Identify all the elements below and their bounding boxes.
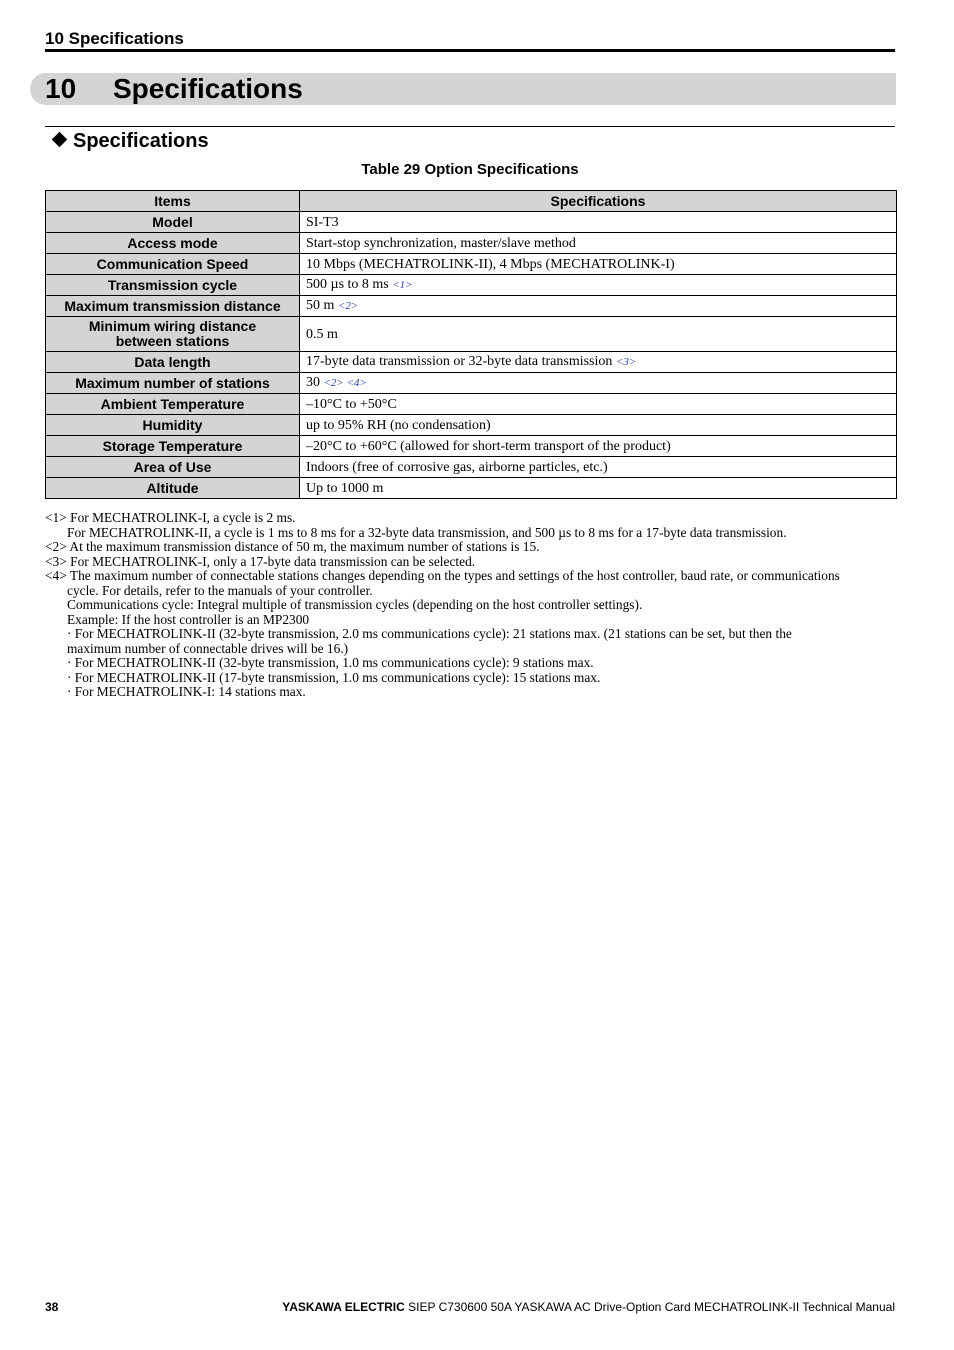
specifications-table	[45, 190, 897, 499]
table-row	[46, 212, 897, 233]
section-title: Specifications	[73, 130, 209, 152]
footnote-ref-link[interactable]: <3>	[615, 356, 637, 368]
page-number: 38	[45, 1300, 59, 1314]
table-row	[46, 394, 897, 415]
row-value: 500 µs to 8 ms <1>	[300, 275, 897, 296]
row-label: Access mode	[46, 233, 300, 254]
row-label: Altitude	[46, 478, 300, 499]
table-row	[46, 254, 897, 275]
footnote-line: · For MECHATROLINK-II (32-byte transmission, 1.0 ms communications cycle): 9 stations max.	[67, 655, 594, 670]
footnote-line: Example: If the host controller is an MP2300	[67, 611, 310, 627]
chapter-heading-bar	[30, 73, 896, 105]
row-value: up to 95% RH (no condensation)	[300, 415, 897, 436]
footnote-ref-link[interactable]: <1>	[392, 279, 413, 291]
row-value: Start-stop synchronization, master/slave method	[300, 233, 897, 254]
row-value: 10 Mbps (MECHATROLINK-II), 4 Mbps (MECHATROLINK-I)	[300, 254, 897, 275]
row-value: 50 m <2>	[300, 296, 897, 317]
row-label: Humidity	[46, 415, 300, 436]
row-value: Indoors (free of corrosive gas, airborne particles, etc.)	[300, 457, 897, 478]
row-value: –20°C to +60°C (allowed for short-term transport of the product)	[300, 436, 897, 457]
footnote-line: <3> For MECHATROLINK-I, only a 17-byte data transmission can be selected.	[45, 553, 476, 569]
row-label: Ambient Temperature	[46, 394, 300, 415]
chapter-number: 10	[45, 73, 77, 104]
footnote-line: · For MECHATROLINK-II (17-byte transmission, 1.0 ms communications cycle): 15 stations max.	[67, 669, 601, 685]
table-row	[46, 478, 897, 499]
diamond-bullet-icon	[52, 132, 68, 148]
row-value: 17-byte data transmission or 32-byte data transmission <3>	[300, 352, 897, 373]
row-label: Maximum transmission distance	[46, 296, 300, 317]
footnote-line: <4> The maximum number of connectable stations changes depending on the types and settings of the host controller, baud rate, or communications	[45, 568, 840, 583]
row-value: Up to 1000 m	[300, 478, 897, 499]
footnote-line: · For MECHATROLINK-II (32-byte transmission, 2.0 ms communications cycle): 21 stations max. (21 stations can be set, but then the	[67, 626, 792, 641]
table-row	[46, 275, 897, 296]
row-label: Communication Speed	[46, 254, 300, 275]
footnote-line: <2> At the maximum transmission distance of 50 m, the maximum number of stations is 15.	[45, 539, 540, 554]
footnote-line: cycle. For details, refer to the manuals of your controller.	[67, 582, 373, 598]
running-header: 10 Specifications	[45, 29, 184, 48]
header-rule	[45, 49, 895, 52]
table-row	[46, 296, 897, 317]
row-label: Model	[46, 212, 300, 233]
footnote-line: Communications cycle: Integral multiple of transmission cycles (depending on the host controller settings).	[67, 597, 643, 612]
table-caption: Table 29 Option Specifications	[361, 161, 579, 178]
column-header-items: Items	[46, 191, 300, 212]
row-label: Storage Temperature	[46, 436, 300, 457]
row-label: Area of Use	[46, 457, 300, 478]
footnote-ref-link[interactable]: <2> <4>	[323, 377, 367, 389]
row-label: Data length	[46, 352, 300, 373]
table-row	[46, 233, 897, 254]
column-header-specifications: Specifications	[300, 191, 897, 212]
row-value: 0.5 m	[300, 317, 897, 352]
row-value: SI-T3	[300, 212, 897, 233]
table-row	[46, 415, 897, 436]
footnote-ref-link[interactable]: <2>	[337, 300, 359, 312]
chapter-title: Specifications	[113, 73, 303, 104]
row-label: Maximum number of stations	[46, 373, 300, 394]
row-label: Transmission cycle	[46, 275, 300, 296]
row-value: 30 <2> <4>	[300, 373, 897, 394]
table-row	[46, 317, 897, 352]
section-heading	[52, 129, 209, 153]
row-value: –10°C to +50°C	[300, 394, 897, 415]
row-label: Minimum wiring distance between stations	[46, 317, 300, 352]
section-rule	[45, 126, 895, 127]
footnote-line: maximum number of connectable drives will be 16.)	[67, 640, 349, 656]
table-row	[46, 373, 897, 394]
table-row	[46, 352, 897, 373]
footer-brand: YASKAWA ELECTRIC	[282, 1300, 405, 1314]
footer-doc-info	[282, 1300, 895, 1314]
footnote-line: <1> For MECHATROLINK-I, a cycle is 2 ms.	[45, 510, 296, 525]
table-row	[46, 457, 897, 478]
footnotes	[45, 511, 900, 700]
footnote-line: · For MECHATROLINK-I: 14 stations max.	[67, 684, 306, 699]
table-row	[46, 436, 897, 457]
footnote-line: For MECHATROLINK-II, a cycle is 1 ms to 8 ms for a 32-byte data transmission, and 500 µs to 8 ms for a 17-byte data transmission.	[67, 524, 787, 540]
footer-doc-title: SIEP C730600 50A YASKAWA AC Drive-Option Card MECHATROLINK-II Technical Manual	[408, 1300, 895, 1314]
